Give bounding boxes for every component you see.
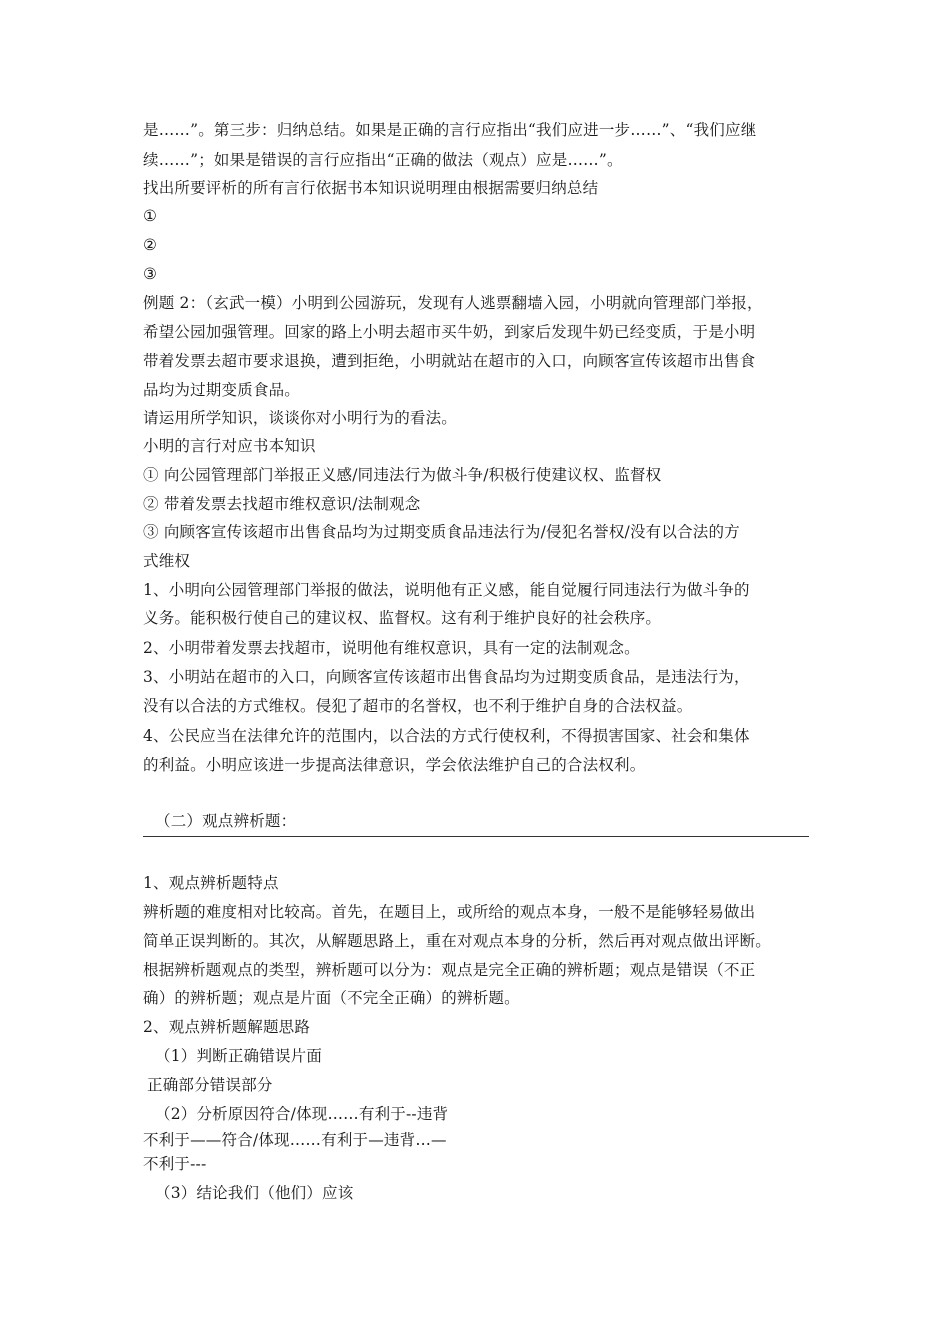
- list-item: ② 带着发票去找超市维权意识/法制观念: [143, 495, 421, 513]
- text-line: 不利于---: [143, 1155, 207, 1173]
- text-line: 品均为过期变质食品。: [143, 381, 301, 399]
- text-line: 不利于——符合/体现……有利于—违背…—: [143, 1131, 447, 1149]
- list-marker-3: ③: [143, 265, 158, 283]
- list-marker-2: ②: [143, 236, 158, 254]
- list-marker-1: ①: [143, 207, 158, 225]
- text-line: 带着发票去超市要求退换，遭到拒绝，小明就站在超市的入口，向顾客宣传该超市出售食: [143, 352, 756, 370]
- subsection-heading: 2、观点辨析题解题思路: [143, 1018, 311, 1036]
- step-item: （2）分析原因符合/体现……有利于--违背: [155, 1105, 449, 1123]
- answer-item: 2、小明带着发票去找超市，说明他有维权意识，具有一定的法制观念。: [143, 639, 640, 657]
- example-heading-line: 例题 2：（玄武一模）小明到公园游玩，发现有人逃票翻墙入园，小明就向管理部门举报，: [143, 294, 763, 312]
- text-line: 找出所要评析的所有言行依据书本知识说明理由根据需要归纳总结: [143, 179, 599, 197]
- text-line: 辨析题的难度相对比较高。首先，在题目上，或所给的观点本身，一般不是能够轻易做出: [143, 903, 756, 921]
- text-line: 是……”。第三步：归纳总结。如果是正确的言行应指出“我们应进一步……”、“我们应继: [143, 121, 757, 139]
- text-line: 义务。能积极行使自己的建议权、监督权。这有利于维护良好的社会秩序。: [143, 609, 662, 627]
- step-item: （3）结论我们（他们）应该: [155, 1184, 354, 1202]
- list-item: ③ 向顾客宣传该超市出售食品均为过期变质食品违法行为/侵犯名誉权/没有以合法的方: [143, 523, 740, 541]
- answer-item: 3、小明站在超市的入口，向顾客宣传该超市出售食品均为过期变质食品，是违法行为，: [143, 668, 750, 686]
- section-heading: （二）观点辨析题：: [155, 812, 297, 830]
- text-line: 续……”；如果是错误的言行应指出“正确的做法（观点）应是……”。: [143, 151, 623, 169]
- list-item: ① 向公园管理部门举报正义感/同违法行为做斗争/积极行使建议权、监督权: [143, 466, 662, 484]
- step-item: （1）判断正确错误片面: [155, 1047, 323, 1065]
- section-divider: [143, 836, 809, 837]
- text-line: 没有以合法的方式维权。侵犯了超市的名誉权，也不利于维护自身的合法权益。: [143, 697, 693, 715]
- subsection-heading: 1、观点辨析题特点: [143, 874, 279, 892]
- text-line: 根据辨析题观点的类型，辨析题可以分为：观点是完全正确的辨析题；观点是错误（不正: [143, 961, 756, 979]
- text-line: 确）的辨析题；观点是片面（不完全正确）的辨析题。: [143, 989, 520, 1007]
- answer-item: 4、公民应当在法律允许的范围内，以合法的方式行使权利，不得损害国家、社会和集体: [143, 727, 750, 745]
- text-line: 希望公园加强管理。回家的路上小明去超市买牛奶，到家后发现牛奶已经变质，于是小明: [143, 323, 756, 341]
- question-line: 请运用所学知识，谈谈你对小明行为的看法。: [143, 409, 458, 427]
- text-line: 正确部分错误部分: [147, 1076, 273, 1094]
- text-line: 式维权: [143, 552, 191, 570]
- answer-item: 1、小明向公园管理部门举报的做法，说明他有正义感，能自觉履行同违法行为做斗争的: [143, 581, 750, 599]
- text-line: 简单正误判断的。其次，从解题思路上，重在对观点本身的分析，然后再对观点做出评断。: [143, 932, 772, 950]
- text-line: 小明的言行对应书本知识: [143, 437, 316, 455]
- text-line: 的利益。小明应该进一步提高法律意识，学会依法维护自己的合法权利。: [143, 756, 646, 774]
